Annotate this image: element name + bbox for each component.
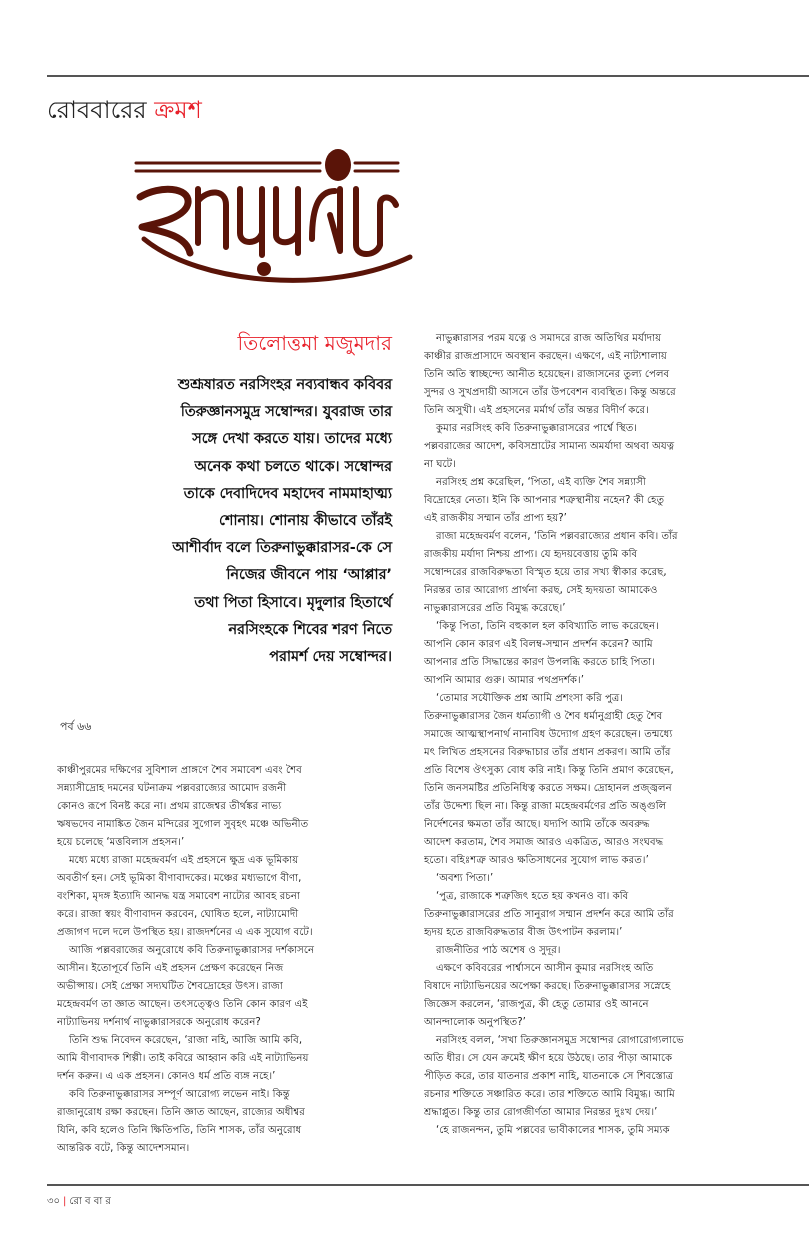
body-line: ‘তোমার সযৌক্তিক প্রশ্ন আমি প্রশংসা করি পুত্র।	[436, 693, 624, 704]
summary-line: আশীর্বাদ বলে তিরুনাভুক্কারাসর-কে সে	[172, 540, 392, 557]
bottom-rule	[47, 1184, 809, 1186]
summary-line: শোনায়। শোনায় কীভাবে তাঁরই	[219, 513, 392, 530]
author-name: তিলোত্তমা মজুমদার	[237, 331, 392, 355]
body-line: পীড়িত করে, তার যাতনার প্রকাশ নাহি, যাতনাকে সে শিবস্তোত্র	[424, 1071, 674, 1082]
body-line: আন্তরিক বটে, কিন্তু আদেশসমান।	[57, 1143, 190, 1154]
body-line: জিজ্ঞেস করলেন, ‘রাজপুত্র, কী হেতু তোমার ওই আননে	[424, 999, 649, 1010]
body-line: ‘কিন্তু পিতা, তিনি বহুকাল হল কবিখ্যাতি লাভ করেছেন।	[436, 621, 659, 632]
summary-line: তাকে দেবাদিদেব মহাদেব নামমাহাত্ম্য	[183, 485, 392, 502]
body-line: রাজানুরোধ রক্ষা করছেন। তিনি জ্ঞাত আছেন, রাজ্যের অধীশ্বর	[57, 1107, 305, 1118]
body-line: সন্ন্যাসীদ্রোহ দমনের ঘটনাক্রম পল্লবরাজ্যের আমোদ রজনী	[57, 783, 287, 794]
body-line: মৎ লিখিত প্রহসনের বিরুদ্ধাচার তাঁর প্রধান প্রকরণ। আমি তাঁর	[424, 747, 671, 758]
body-line: এই রাজকীয় সম্মান তাঁর প্রাপ্য হয়?’	[424, 513, 567, 524]
body-line: প্রতি বিশেষ ঔৎসুক্য বোধ করি নাই। কিন্তু তিনি প্রমাণ করেছেন,	[424, 765, 674, 776]
body-line: নিরন্তর তার আরোগ্য প্রার্থনা করছ, সেই হৃদয়তা আমাকেও	[424, 585, 658, 596]
body-line: শ্রদ্ধাপ্লুত। কিন্তু তার রোগজীর্ণতা আমার নিরন্তর দুঃখ দেয়।’	[424, 1107, 658, 1118]
body-line: নরসিংহ বলল, ‘সখা তিরুজ্ঞানসমুদ্র সম্বোন্দর রোগারোগ্যলাভে	[436, 1035, 684, 1046]
page-number: ৩০	[47, 1196, 61, 1207]
logo-glyph-ma	[276, 189, 298, 253]
logo-glyph-la	[356, 189, 396, 254]
summary-line: পরামর্শ দেয় সম্বোন্দর।	[269, 649, 392, 666]
body-line: অভীপ্সায়। সেই প্রেক্ষা সদ্যঘটিত শৈবদ্রোহের উৎস। রাজা	[57, 981, 283, 992]
body-line: তাঁর উদ্দেশ্য ছিল না। কিন্তু রাজা মহেন্দ্রবর্মণের প্রতি অঙ্গুলি	[424, 801, 667, 812]
serial-title-logo	[130, 145, 420, 295]
body-line: সুন্দর ও সুখপ্রদায়ী আসনে তাঁর উপবেশন ব্যবস্থিত। কিন্তু অন্তরে	[424, 387, 676, 398]
logo-anusvara-dot	[325, 149, 351, 181]
body-line: রাজকীয় মর্যাদা নিশ্চয় প্রাপ্য। যে হৃদয়বেত্তায় তুমি কবি	[424, 549, 638, 560]
body-line: বিদ্রোহের নেতা। ইনি কি আপনার শত্রুস্থানীয় নহেন? কী হেতু	[424, 495, 665, 506]
page-footer	[47, 1194, 111, 1211]
article-summary	[48, 372, 392, 671]
body-column-right	[424, 330, 809, 1140]
body-line: আপনি কোন কারণ এই বিলম্ব-সম্মান প্রদর্শন করেন? আমি	[424, 639, 653, 650]
body-line: এক্ষণে কবিবরের পার্শ্বাসনে আসীন কুমার নরসিংহ অতি	[436, 963, 654, 974]
summary-line: তথা পিতা হিসাবে। মৃদুলার হিতার্থে	[194, 594, 392, 611]
body-line: নাভুক্কারাসর পরম যত্নে ও সমাদরে রাজ অতিথির মর্যাদায়	[436, 333, 662, 344]
body-line: নাট্যাভিনয় দর্শনার্থ নাভুক্কারাসরকে অনুরোধ করেন?	[57, 1017, 261, 1028]
body-line: অতি ধীর। সে যেন ক্রমেই ক্ষীণ হয়ে উঠছে। তার পীড়া আমাকে	[424, 1053, 673, 1064]
body-line: নরসিংহ প্রশ্ন করেছিল, ‘পিতা, এই ব্যক্তি শৈব সন্ন্যাসী	[436, 477, 646, 488]
body-line: কবি তিরুনাভুক্কারাসর সম্পূর্ণ আরোগ্য লভেন নাই। কিন্তু	[69, 1089, 290, 1100]
body-line: বিষাদে নাট্যাভিনয়ের অপেক্ষা করছে। তিরুনাভুক্কারাসর সস্নেহে	[424, 981, 671, 992]
body-line: কাঞ্চীর রাজপ্রাসাদে অবস্থান করছেন। এক্ষণে, এই নাট্যশালায়	[424, 351, 667, 362]
body-line: আনন্দালোক অনুপস্থিত?’	[424, 1017, 526, 1028]
body-line: ‘পুত্র, রাজাকে শত্রুজিৎ হতে হয় কখনও বা। কবি	[436, 891, 629, 902]
body-line: আপনি আমার গুরু। আমার পথপ্রদর্শক।’	[424, 675, 584, 686]
summary-line: তিরুজ্ঞানসমুদ্র সম্বোন্দর। যুবরাজ তার	[180, 404, 392, 421]
body-line: হয়ে চলেছে ‘মত্তবিলাস প্রহসন।’	[57, 837, 185, 848]
body-line: হতো। বহিঃশত্রু আরও ক্ষতিসাধনের সুযোগ লাভ করত।’	[424, 855, 649, 866]
body-column-left	[57, 762, 412, 1158]
body-line: কাঞ্চীপুরমের দক্ষিণের সুবিশাল প্রাঙ্গণে শৈব সমাবেশ এবং শৈব	[57, 765, 302, 776]
body-line: তিনি অসুখী। এই প্রহসনের মর্মার্থ তাঁর অন্তর বিদীর্ণ করে।	[424, 405, 649, 416]
body-line: কোনও রূপে বিনষ্ট করে না। প্রথম রাজেশ্বর তীর্থঙ্কর নাভ্য	[57, 801, 282, 812]
body-line: হৃদয় হতে রাজবিরুদ্ধতার বীজ উৎপাটন করলাম।’	[424, 927, 623, 938]
body-line: সমাজে আত্মস্থাপনার্থ নানাবিধ উদ্যোগ গ্রহণ করেছেন। তন্মধ্যে	[424, 729, 673, 740]
summary-line: নরসিংহকে শিবের শরণ নিতে	[228, 621, 392, 638]
body-line: পল্লবরাজের আদেশ, কবিসম্রাটের সামান্য অমর্যাদা অথবা অযত্ন	[424, 441, 675, 452]
body-line: বংশিকা, মৃদঙ্গ ইত্যাদি আনদ্ধ যন্ত্র সমাবেশ নাট্যের আবহ রচনা	[57, 891, 300, 902]
body-line: প্রজাগণ দলে দলে উপস্থিত হয়। রাজদর্শনের এ এক সুযোগ বটে।	[57, 927, 313, 938]
body-line: ঋষভদেব নামাঙ্কিত জৈন মন্দিরের সুগোল সুবৃহৎ মঞ্চে অভিনীত	[57, 819, 309, 830]
body-line: আদেশ করতাম, শৈব সমাজ আরও একত্রিত, আরও সংঘবদ্ধ	[424, 837, 664, 848]
section-accent: ক্রমশ	[154, 96, 202, 124]
body-line: তিনি অতি স্বাচ্ছন্দ্যে আনীত হয়েছেন। রাজাসনের তুল্য পেলব	[424, 369, 670, 380]
footer-separator: |	[63, 1196, 67, 1207]
body-line: আসীন। ইতোপূর্বে তিনি এই প্রহসন প্রেক্ষণ করেছেন নিজ	[57, 963, 284, 974]
logo-nukta-dot	[257, 262, 271, 276]
section-heading	[47, 93, 202, 127]
body-line: তিনি জনসমষ্টির প্রতিনিধিত্ব করতে সক্ষম। দ্রোহানল প্রজ্জ্বলন	[424, 783, 672, 794]
summary-line: অনেক কথা চলতে থাকে। সম্বোন্দর	[194, 458, 392, 475]
body-line: না ঘটে।	[424, 459, 456, 470]
body-line: ‘অবশ্য পিতা।’	[436, 873, 494, 884]
body-line: তিরুনাভুক্কারাসরের প্রতি সানুরাগ সম্মান প্রদর্শন করে আমি তাঁর	[424, 909, 674, 920]
body-line: ‘হে রাজনন্দন, তুমি পল্লবের ভাবীকালের শাসক, তুমি সম্যক	[436, 1125, 670, 1136]
logo-glyph-da	[198, 189, 226, 247]
body-line: রাজা মহেন্দ্রবর্মণ বলেন, ‘তিনি পল্লবরাজ্যের প্রধান কবি। তাঁর	[436, 531, 678, 542]
publication-name: রো ব বা র	[69, 1196, 111, 1207]
logo-glyph-nga	[312, 189, 340, 251]
body-line: আজি পল্লবরাজের অনুরোধে কবি তিরুনাভুক্কারাসর দর্শকাসনে	[69, 945, 315, 956]
episode-number: পর্ব ৬৬	[60, 720, 92, 733]
summary-line: শুশ্রূষারত নরসিংহর নব্যবান্ধব কবিবর	[177, 377, 392, 393]
summary-line: নিজের জীবনে পায় ‘আপ্পার’	[226, 567, 392, 584]
body-line: দর্শন করুন। এ এক প্রহসন। কোনও ধর্ম প্রতি ব্যঙ্গ নহে।’	[57, 1071, 276, 1082]
body-line: সম্বোন্দরের রাজবিরুদ্ধতা বিস্মৃত হয়ে তার সখ্য স্বীকার করেছ,	[424, 567, 667, 578]
logo-glyph-ya	[240, 189, 262, 255]
summary-line: সঙ্গে দেখা করতে যায়। তাদের মধ্যে	[192, 431, 392, 448]
body-line: অবতীর্ণ হন। সেই ভূমিকা বীণাবাদকের। মঞ্চের মধ্যভাগে বীণা,	[57, 873, 302, 884]
section-label: রোববারের	[47, 96, 147, 124]
body-line: যিনি, কবি হলেও তিনি ক্ষিতিপতি, তিনি শাসক, তাঁর অনুরোধ	[57, 1125, 302, 1136]
body-line: রাজনীতির পাঠ অশেষ ও সুদূর।	[436, 945, 561, 956]
body-line: রচনার শক্তিতে সঞ্চারিত করে। তার শক্তিতে আমি বিমুগ্ধ। আমি	[424, 1089, 675, 1100]
top-rule	[47, 75, 809, 77]
body-line: মধ্যে মধ্যে রাজা মহেন্দ্রবর্মণ এই প্রহসনে ক্ষুদ্র এক ভূমিকায়	[69, 855, 299, 866]
body-line: নির্দেশনের ক্ষমতা তাঁর আছে। যদ্যপি আমি তাঁকে অবরুদ্ধ	[424, 819, 650, 830]
body-line: আমি বীণাবাদক শিল্পী। তাই কবিরে আহ্বান করি এই নাট্যাভিনয়	[57, 1053, 309, 1064]
body-line: মহেন্দ্রবর্মণ তা জ্ঞাত আছেন। তৎসত্ত্বেও তিনি কোন কারণ এই	[57, 999, 308, 1010]
body-line: কুমার নরসিংহ কবি তিরুনাভুক্কারাসরের পার্শ্বে স্থিত।	[436, 423, 638, 434]
body-line: আপনার প্রতি সিদ্ধান্তের কারণ উপলব্ধি করতে চাহি পিতা।	[424, 657, 655, 668]
body-line: তিরুনাভুক্কারাসর জৈন ধর্মত্যাগী ও শৈব ধর্মানুগ্রাহী হেতু শৈব	[424, 711, 663, 722]
body-line: নাভুক্কারাসরের প্রতি বিমুগ্ধ করেছে।’	[424, 603, 566, 614]
body-line: তিনি শুদ্ধ নিবেদন করেছেন, ‘রাজা নহি, আজি আমি কবি,	[69, 1035, 303, 1046]
body-line: করে। রাজা স্বয়ং বীণাবাদন করবেন, ঘোষিত হলে, নাট্যামোদী	[57, 909, 299, 920]
